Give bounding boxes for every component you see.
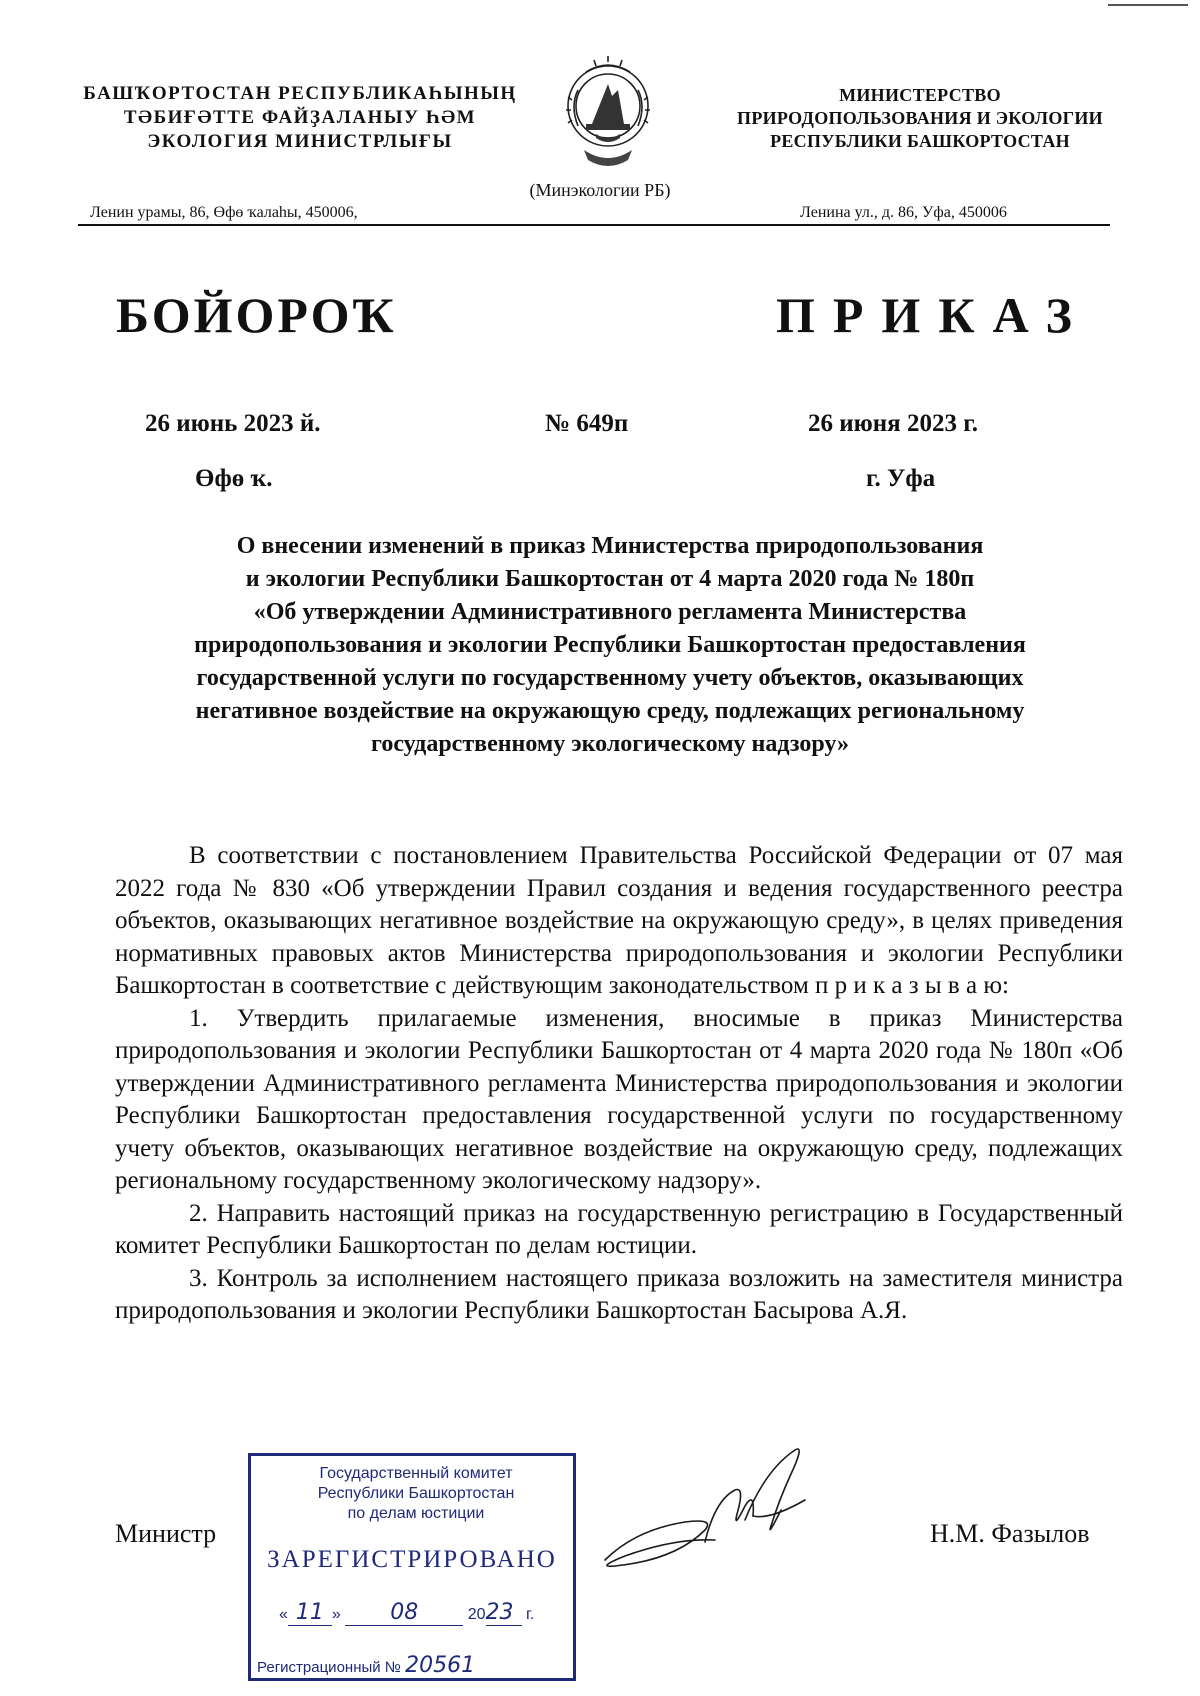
subject-line: негативное воздействие на окружающую среду, подлежащих региональному [195, 698, 1025, 724]
stamp-year-prefix: 20 [467, 1606, 486, 1623]
stamp-org-line: по делам юстиции [347, 1505, 485, 1522]
body-paragraph-item-1: 1. Утвердить прилагаемые изменения, вносимые в приказ Министерства природопользования и экологии Республики Башкортостан от 4 марта 2020 года № 180п «Об утверждении Административного регламента Министерства природопользования и экологии Республики Башкортостан предоставления государственной услуги по государственному учету объектов, оказывающих негативное воздействие на окружающую среду, подлежащих региональному государственному экологическому надзору». [115, 1004, 1123, 1194]
scan-edge-mark [1108, 4, 1188, 6]
place-russian: г. Уфа [866, 465, 936, 492]
body-paragraph-item-2: 2. Направить настоящий приказ на государственную регистрацию в Государственный комитет Республики Башкортостан по делам юстиции. [115, 1199, 1123, 1259]
subject-line: государственной услуги по государственному учету объектов, оказывающих [196, 665, 1024, 691]
header-right-line: МИНИСТЕРСТВО [839, 85, 1001, 105]
header-divider [78, 224, 1110, 226]
order-subject [110, 530, 1110, 761]
stamp-date: « 11 » 08 2023 г. [279, 1600, 535, 1625]
title-russian: ПРИКАЗ [776, 287, 1090, 343]
order-body [115, 840, 1123, 1328]
handwritten-signature [595, 1430, 845, 1590]
title-bashkir: БОЙОРОҠ [116, 287, 397, 343]
stamp-status: ЗАРЕГИСТРИРОВАНО [267, 1546, 557, 1573]
header-left-line: ЭКОЛОГИЯ МИНИСТРЛЫҒЫ [147, 131, 453, 152]
signatory-role: Министр [115, 1519, 217, 1548]
stamp-org-line: Государственный комитет [319, 1465, 513, 1482]
stamp-number [257, 1653, 513, 1679]
coat-of-arms-emblem-icon [556, 50, 660, 178]
stamp-year-suffix: 23 [486, 1600, 522, 1626]
ministry-short-name: (Минэкологии РБ) [529, 180, 671, 200]
date-bashkir: 26 июнь 2023 й. [145, 410, 321, 437]
header-left-line: БАШҠОРТОСТАН РЕСПУБЛИКАҺЫНЫҢ [83, 83, 517, 104]
registration-stamp [248, 1453, 576, 1681]
header-right-line: РЕСПУБЛИКИ БАШКОРТОСТАН [770, 131, 1070, 151]
stamp-org-line: Республики Башкортостан [317, 1485, 515, 1502]
subject-line: государственному экологическому надзору» [371, 731, 849, 757]
body-paragraph-item-3: 3. Контроль за исполнением настоящего приказа возложить на заместителя министра природопользования и экологии Республики Башкортостан Басырова А.Я. [115, 1264, 1123, 1324]
subject-line: и экологии Республики Башкортостан от 4 марта 2020 года № 180п [245, 566, 975, 592]
subject-line: природопользования и экологии Республики Башкортостан предоставления [194, 632, 1026, 658]
header-left-line: ТӘБИҒӘТТЕ ФАЙҘАЛАНЫУ ҺӘМ [123, 107, 477, 128]
stamp-number-value: 20561 [405, 1653, 513, 1679]
stamp-date-suffix: г. [525, 1606, 535, 1623]
order-number: № 649п [545, 410, 629, 437]
subject-line: «Об утверждении Административного регламента Министерства [253, 599, 967, 625]
stamp-number-label: Регистрационный № [257, 1659, 401, 1676]
subject-line: О внесении изменений в приказ Министерства природопользования [236, 533, 984, 559]
stamp-date-day: 11 [288, 1600, 332, 1626]
place-bashkir: Өфө ҡ. [195, 465, 273, 492]
stamp-date-month: 08 [345, 1600, 463, 1626]
date-russian: 26 июня 2023 г. [808, 410, 978, 437]
header-left-bashkir [40, 82, 560, 154]
header-right-russian [690, 84, 1150, 153]
address-russian: Ленина ул., д. 86, Уфа, 450006 [800, 204, 1007, 221]
signatory-name: Н.М. Фазылов [930, 1519, 1090, 1548]
body-paragraph-preamble: В соответствии с постановлением Правительства Российской Федерации от 07 мая 2022 года № 830 «Об утверждении Правил создания и ведения государственного реестра объектов, оказывающих негативное воздействие на окружающую среду», в целях приведения нормативных правовых актов Министерства природопользования и экологии Республики Башкортостан в соответствие с действующим законодательством п р и к а з ы в а ю: [115, 842, 1123, 999]
stamp-organization [271, 1464, 561, 1524]
address-bashkir: Ленин урамы, 86, Өфө ҡалаһы, 450006, [90, 204, 358, 221]
header-right-line: ПРИРОДОПОЛЬЗОВАНИЯ И ЭКОЛОГИИ [737, 108, 1103, 128]
